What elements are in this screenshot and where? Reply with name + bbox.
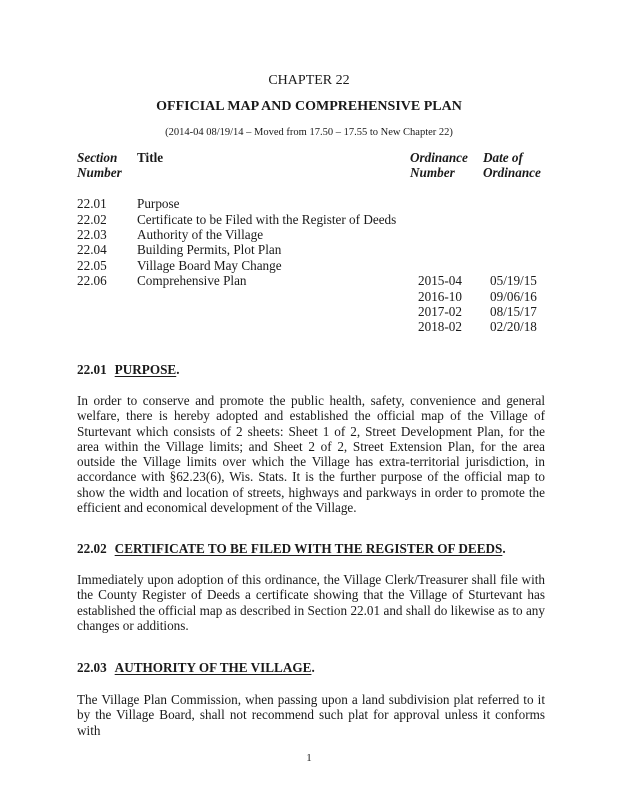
toc-header-section-2: Number — [77, 165, 122, 181]
toc-header-date-2: Ordinance — [483, 165, 541, 181]
toc-header-title: Title — [137, 150, 164, 165]
toc-section-number: 22.06 — [77, 273, 107, 289]
section-body-certificate: Immediately upon adoption of this ordinance, the Village Clerk/Treasurer shall file with the County Register of Deeds a certificate showing that the Village of Sturtevant has established the official map as described in Section 22.01 and shall do likewise as to any changes or additions. — [77, 572, 545, 633]
ordinance-number: 2018-02 — [418, 319, 462, 335]
toc-row — [77, 196, 557, 211]
section-title: AUTHORITY OF THE VILLAGE — [114, 660, 312, 675]
table-of-contents — [77, 150, 557, 335]
toc-section-number: 22.02 — [77, 211, 107, 227]
chapter-heading: CHAPTER 22 — [268, 73, 350, 88]
ordinance-number: 2015-04 — [418, 273, 462, 289]
page-number: 1 — [306, 752, 312, 764]
section-body-authority: The Village Plan Commission, when passing upon a land subdivision plat referred to it by the Village Board, shall not recommend such plat for approval unless it conforms with — [77, 692, 545, 738]
toc-header-row-2 — [77, 165, 557, 180]
section-heading-certificate — [77, 541, 506, 557]
toc-section-title: Building Permits, Plot Plan — [137, 242, 282, 258]
chapter-title: OFFICIAL MAP AND COMPREHENSIVE PLAN — [156, 99, 462, 114]
ordinance-date: 02/20/18 — [490, 319, 537, 335]
toc-section-title: Village Board May Change — [137, 257, 282, 273]
toc-section-number: 22.05 — [77, 257, 107, 273]
toc-section-title: Comprehensive Plan — [137, 273, 247, 289]
toc-section-number: 22.01 — [77, 196, 107, 212]
toc-ordinance-row — [77, 304, 557, 319]
toc-row — [77, 242, 557, 257]
toc-section-number: 22.04 — [77, 242, 107, 258]
toc-header-date: Date of — [483, 150, 523, 165]
toc-row — [77, 227, 557, 242]
ordinance-number: 2017-02 — [418, 303, 462, 319]
toc-spacer — [77, 181, 557, 196]
toc-section-title: Authority of the Village — [137, 226, 264, 242]
section-number: 22.01 — [77, 362, 107, 377]
toc-section-title: Certificate to be Filed with the Register of Deeds — [137, 211, 397, 227]
section-number: 22.02 — [77, 541, 107, 556]
toc-ordinance-row — [77, 289, 557, 304]
toc-header-ordinance: Ordinance — [410, 150, 468, 165]
chapter-subtitle: (2014-04 08/19/14 – Moved from 17.50 – 17.55 to New Chapter 22) — [165, 127, 453, 138]
section-title-period: . — [311, 660, 315, 675]
toc-header-section: Section — [77, 150, 118, 165]
section-number: 22.03 — [77, 660, 107, 675]
section-title-period: . — [176, 362, 180, 377]
section-title-period: . — [502, 541, 506, 556]
toc-header-ordinance-2: Number — [410, 165, 455, 181]
ordinance-number: 2016-10 — [418, 288, 462, 304]
toc-section-number: 22.03 — [77, 226, 107, 242]
section-body-purpose: In order to conserve and promote the public health, safety, convenience and general welfare, there is hereby adopted and established the official map of the Village of Sturtevant which consists of 2 sheets: Sheet 1 of 2, Street Development Plan, for the area within the Village limits; and Sheet 2 of 2, Street Extension Plan, for the area outside the Village limits over which the Village has extra-territorial jurisdiction, in accordance with §62.23(6), Wis. Stats. It is the further purpose of the official map to show the width and location of streets, highways and parkways in order to promote the efficient and economical development of the Village. — [77, 393, 545, 516]
section-title: CERTIFICATE TO BE FILED WITH THE REGISTER OF DEEDS — [114, 541, 503, 556]
toc-row — [77, 273, 557, 288]
section-title: PURPOSE — [114, 362, 177, 377]
toc-section-title: Purpose — [137, 196, 180, 212]
toc-row — [77, 212, 557, 227]
toc-row — [77, 258, 557, 273]
ordinance-date: 08/15/17 — [490, 303, 537, 319]
toc-ordinance-row — [77, 319, 557, 334]
section-heading-authority — [77, 660, 315, 676]
toc-header-row — [77, 150, 557, 165]
ordinance-date: 09/06/16 — [490, 288, 537, 304]
section-heading-purpose — [77, 362, 180, 378]
ordinance-date: 05/19/15 — [490, 273, 537, 289]
